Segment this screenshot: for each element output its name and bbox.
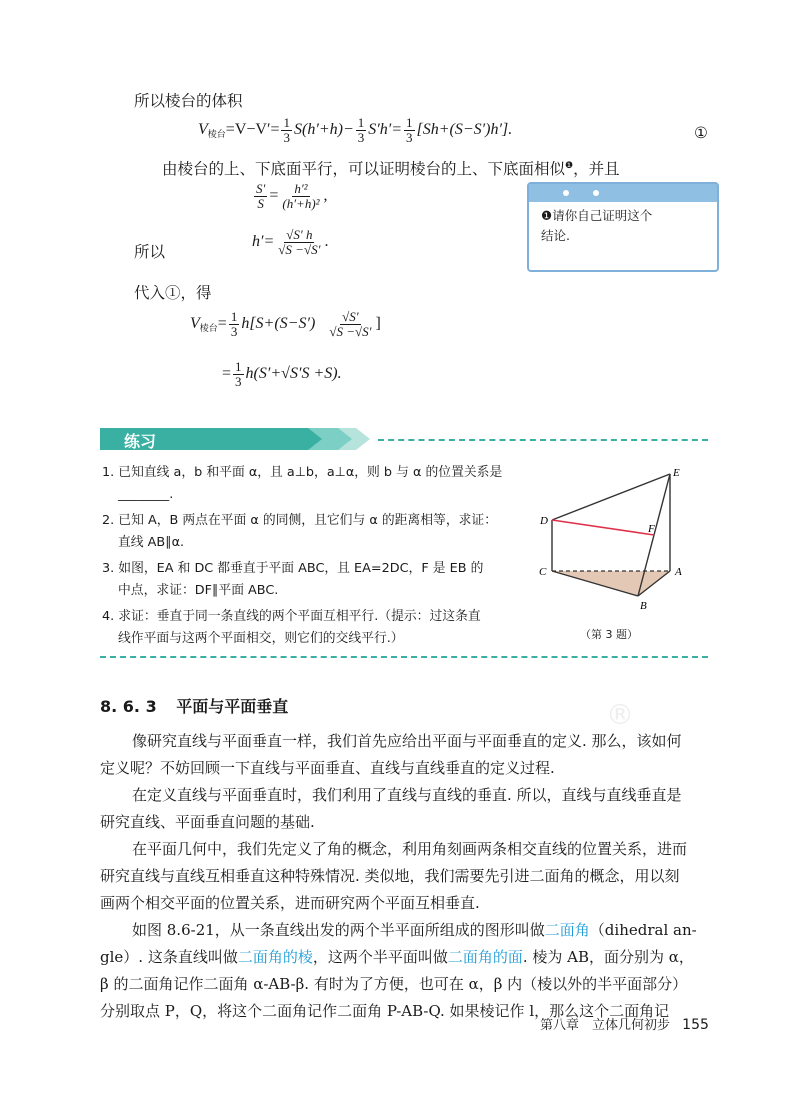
note-dot-icon bbox=[593, 190, 599, 196]
figure-label-B: B bbox=[640, 600, 647, 612]
formula-h-prime: h′= $\frac{√S' h}{√S -√S'}$ . bbox=[252, 227, 329, 257]
body-text bbox=[100, 728, 710, 1025]
figure-label-F: F bbox=[648, 523, 655, 535]
page-number: 155 bbox=[682, 1017, 709, 1033]
figure-label-C: C bbox=[539, 566, 547, 578]
formula-v2: $V_{棱台}=$ $\frac{1}{3}$ h[S+(S−S′) $\frac{√S'}{√S -√S'}$ ] bbox=[190, 309, 381, 339]
exercise-list bbox=[102, 464, 522, 652]
figure-segment-DF bbox=[552, 520, 654, 535]
paragraph-4-line-4: 分别取点 P，Q，将这个二面角记作二面角 P-AB-Q. 如果棱记作 l，那么这个二面角记 bbox=[100, 1002, 670, 1020]
exercise-item-1-blank: ________. bbox=[118, 487, 174, 502]
dairu-line: 代入①，得 bbox=[134, 284, 212, 302]
footer bbox=[540, 1014, 709, 1033]
exercise-item-4-cont: 线作平面与这两个平面相交，则它们的交线平行.） bbox=[118, 631, 404, 646]
figure-label-A: A bbox=[675, 566, 682, 578]
formula-1: $V_{棱台}=V-V'=$ $\frac{1}{3}$ S(h′+h)− $\frac{1}{3}$ S′h′= $\frac{1}{3}$ [Sh+(S−S′)h′]. bbox=[198, 115, 513, 145]
exercise-item-2: 2. 已知 A，B 两点在平面 α 的同侧，且它们与 α 的距离相等，求证： bbox=[102, 513, 498, 528]
figure-problem-3 bbox=[530, 462, 700, 632]
formula-ratio: $\frac{S'}{S}$ = $\frac{\text{h′²}}{\text{(h′+h)²}}$ , bbox=[256, 181, 328, 211]
section-number: 8. 6. 3 bbox=[100, 697, 157, 716]
paragraph-4-line-3: β 的二面角记作二面角 α-AB-β. 有时为了方便，也可在 α，β 内（棱以外的半平面部分） bbox=[100, 975, 688, 993]
paragraph-1-line-2: 定义呢？不妨回顾一下直线与平面垂直、直线与直线垂直的定义过程. bbox=[100, 759, 555, 777]
suoyi-label: 所以 bbox=[134, 243, 166, 261]
paragraph-4-line-1: 如图 8.6-21，从一条直线出发的两个半平面所组成的图形叫做二面角（dihedral an- bbox=[132, 921, 697, 939]
paragraph-3-line-1: 在平面几何中，我们先定义了角的概念，利用角刻画两条相交直线的位置关系，进而 bbox=[132, 840, 688, 858]
exercise-item-3: 3. 如图，EA 和 DC 都垂直于平面 ABC，且 EA=2DC，F 是 EB 的 bbox=[102, 561, 484, 576]
figure-label-E: E bbox=[673, 467, 680, 479]
equation-number-1: ① bbox=[694, 124, 708, 142]
paragraph-1-line-1: 像研究直线与平面垂直一样，我们首先应给出平面与平面垂直的定义. 那么，该如何 bbox=[132, 732, 682, 750]
exercise-item-4: 4. 求证：垂直于同一条直线的两个平面互相平行.（提示：过这条直 bbox=[102, 609, 481, 624]
paragraph-3-line-2: 研究直线与直线互相垂直这种特殊情况. 类似地，我们需要先引进二面角的概念，用以刻 bbox=[100, 867, 680, 885]
figure-label-D: D bbox=[540, 515, 548, 527]
banner-dash-line bbox=[378, 439, 708, 441]
term-dihedral-angle: 二面角 bbox=[544, 921, 590, 939]
term-face: 二面角的面 bbox=[447, 948, 523, 966]
paragraph-4-line-2: gle）. 这条直线叫做二面角的棱，这两个半平面叫做二面角的面. 棱为 AB，面分别为 α， bbox=[100, 948, 694, 966]
section-heading bbox=[100, 694, 288, 717]
figure-caption: （第 3 题） bbox=[580, 628, 638, 641]
paragraph-3-line-3: 画两个相交平面的位置关系，进而研究两个平面互相垂直. bbox=[100, 894, 480, 912]
intro-line2: 由棱台的上、下底面平行，可以证明棱台的上、下底面相似$^❶$，并且 bbox=[162, 160, 620, 178]
exercise-item-2-cont: 直线 AB∥α. bbox=[118, 535, 185, 550]
exercise-bottom-dash-line bbox=[100, 656, 708, 658]
section-title: 平面与平面垂直 bbox=[176, 697, 289, 716]
margin-note bbox=[527, 182, 719, 272]
exercise-item-1: 1. 已知直线 a，b 和平面 α，且 a⊥b，a⊥α，则 b 与 α 的位置关系是 bbox=[102, 465, 503, 480]
exercise-item-3-cont: 中点，求证：DF∥平面 ABC. bbox=[118, 583, 279, 598]
margin-note-text: ❶请你自己证明这个 结论. bbox=[541, 208, 653, 243]
figure-base-triangle bbox=[552, 571, 670, 596]
term-edge: 二面角的棱 bbox=[237, 948, 313, 966]
note-dot-icon bbox=[563, 190, 569, 196]
margin-note-header bbox=[529, 184, 717, 202]
footer-chapter: 第八章 立体几何初步 bbox=[540, 1018, 671, 1033]
paragraph-2-line-2: 研究直线、平面垂直问题的基础. bbox=[100, 813, 315, 831]
intro-line1: 所以棱台的体积 bbox=[134, 92, 243, 110]
watermark: ® bbox=[606, 698, 634, 731]
paragraph-2-line-1: 在定义直线与平面垂直时，我们利用了直线与直线的垂直. 所以，直线与直线垂直是 bbox=[132, 786, 682, 804]
exercise-banner bbox=[100, 428, 370, 450]
exercise-banner-label: 练习 bbox=[124, 432, 157, 451]
formula-v3: = $\frac{1}{3}$ h(S′+√S′S +S). bbox=[222, 359, 342, 389]
figure-edge-DE bbox=[552, 474, 670, 520]
